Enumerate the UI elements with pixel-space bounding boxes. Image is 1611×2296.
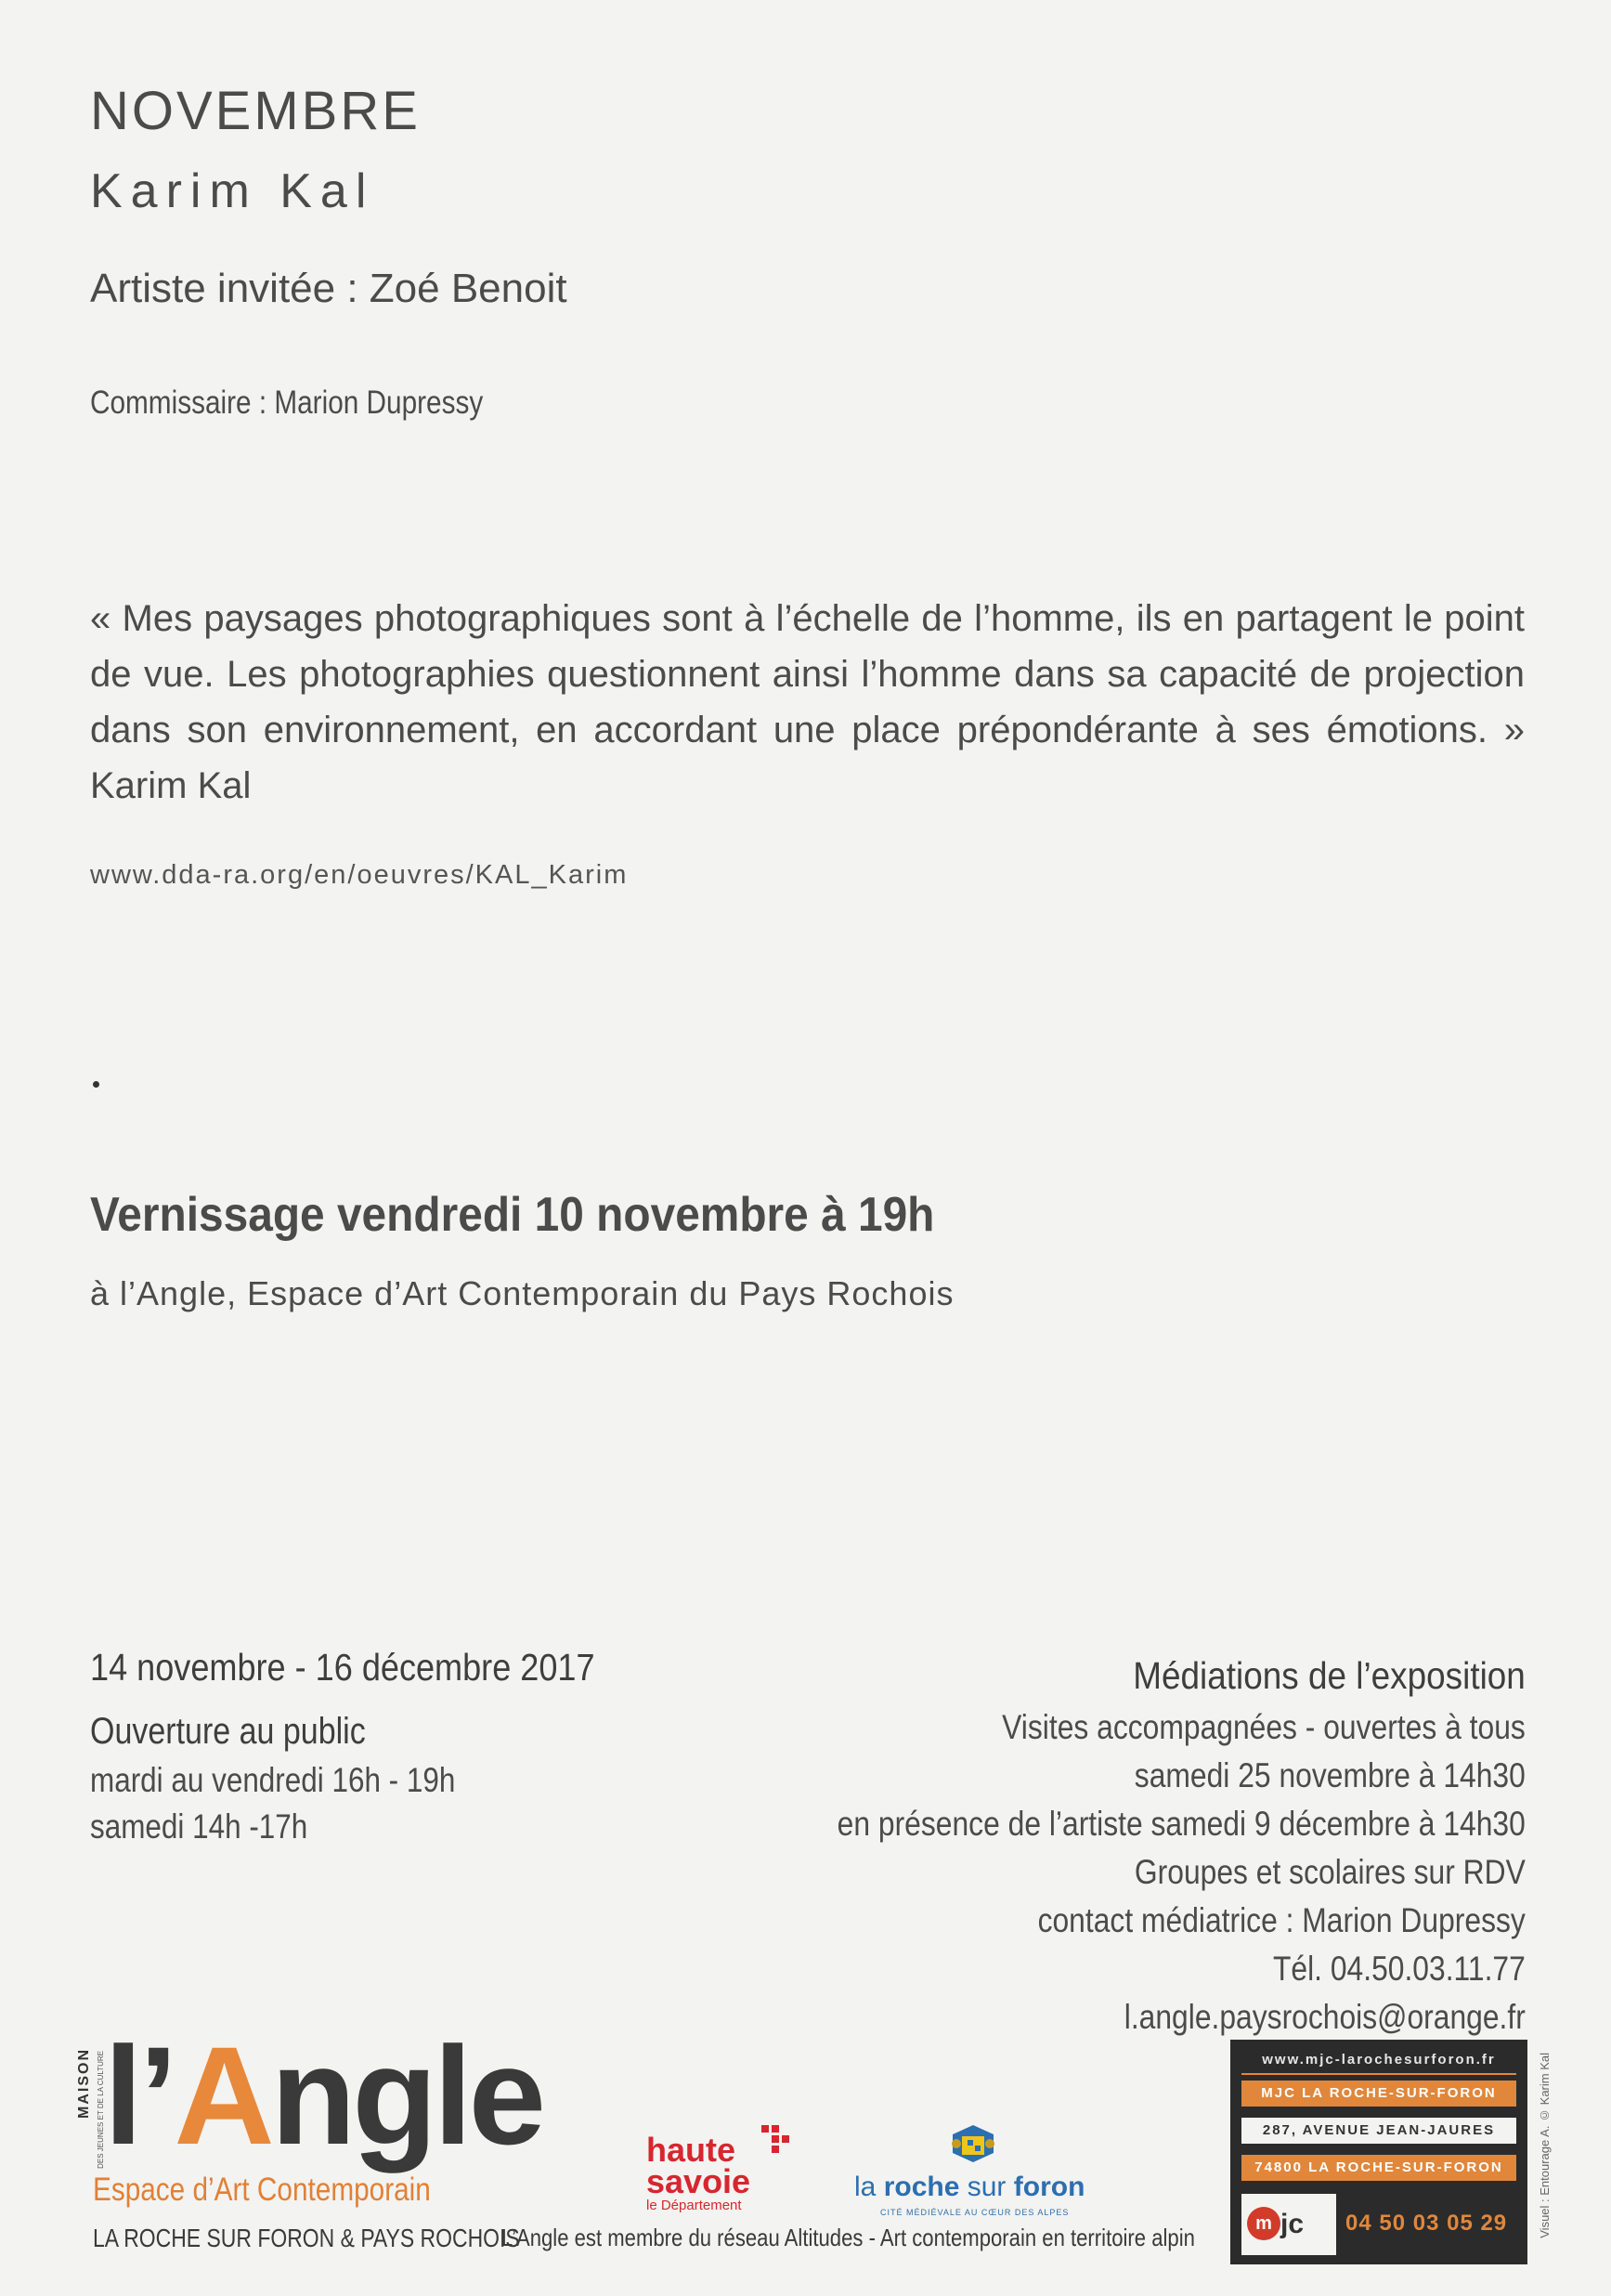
mjc-footer: [1241, 2194, 1516, 2255]
exhibition-month: NOVEMBRE: [90, 81, 421, 141]
weekday-hours: mardi au vendredi 16h - 19h: [90, 1761, 456, 1799]
mjc-phone: 04 50 03 05 29: [1345, 2211, 1508, 2236]
opening-hours: [90, 1705, 455, 1850]
maison-sublabel: DES JEUNES ET DE LA CULTURE: [97, 2051, 105, 2169]
mediations-title: Médiations de l’exposition: [1133, 1654, 1526, 1697]
angle-logo: l’Angle: [104, 2017, 543, 2173]
network-statement: L’Angle est membre du réseau Altitudes - Art contemporain en territoire alpin: [501, 2224, 1195, 2251]
mediation-phone: Tél. 04.50.03.11.77: [1273, 1950, 1526, 1988]
mjc-logo: [1241, 2194, 1336, 2255]
mediation-email[interactable]: l.angle.paysrochois@orange.fr: [1124, 1998, 1526, 2036]
opening-title: Ouverture au public: [90, 1711, 366, 1752]
roche-logo-text: la roche sur foron: [854, 2172, 1085, 2202]
angle-subtitle: Espace d’Art Contemporain: [93, 2172, 431, 2208]
exhibition-dates: 14 novembre - 16 décembre 2017: [90, 1646, 595, 1689]
mediation-line: Visites accompagnées - ouvertes à tous: [1002, 1708, 1526, 1746]
mediation-line: samedi 25 novembre à 14h30: [1134, 1756, 1526, 1794]
vernissage-title: Vernissage vendredi 10 novembre à 19h: [90, 1188, 935, 1242]
mjc-name: MJC LA ROCHE-SUR-FORON: [1241, 2081, 1516, 2107]
image-credit: Visuel : Entourage A. © Karim Kal: [1538, 2053, 1552, 2238]
mediations-block: [725, 1648, 1526, 2042]
vernissage-venue: à l’Angle, Espace d’Art Contemporain du Pays Rochois: [90, 1274, 955, 1312]
mediation-line: Groupes et scolaires sur RDV: [1135, 1853, 1526, 1891]
artist-url[interactable]: www.dda-ra.org/en/oeuvres/KAL_Karim: [90, 860, 629, 890]
mediation-line: en présence de l’artiste samedi 9 décembre à 14h30: [837, 1805, 1526, 1843]
artist-name: Karim Kal: [90, 164, 375, 218]
mediation-line: contact médiatrice : Marion Dupressy: [1037, 1901, 1526, 1939]
saturday-hours: samedi 14h -17h: [90, 1807, 308, 1846]
mjc-card: [1230, 2040, 1527, 2264]
artist-quote: « Mes paysages photographiques sont à l’échelle de l’homme, ils en partagent le point de vue. Les photographies questionnent ainsi l’homme dans sa capacité de projection dans son environnement, en accordant une place prépondérante à ses émotions. » Karim Kal: [90, 598, 1525, 806]
angle-location: LA ROCHE SUR FORON & PAYS ROCHOIS: [93, 2224, 520, 2252]
mjc-logo-circle: m: [1247, 2207, 1280, 2240]
mjc-logo-text: jc: [1280, 2209, 1305, 2239]
haute-savoie-logo: haute savoie le Département: [646, 2131, 751, 2213]
haute-savoie-cross-icon: [761, 2125, 789, 2159]
mjc-city: 74800 LA ROCHE-SUR-FORON: [1241, 2155, 1516, 2181]
maison-label: MAISON: [76, 2048, 92, 2119]
roche-emblem-icon: [947, 2121, 999, 2166]
guest-artist: Artiste invitée : Zoé Benoit: [90, 266, 567, 311]
mjc-address: 287, AVENUE JEAN-JAURES: [1241, 2118, 1516, 2144]
curator: Commissaire : Marion Dupressy: [90, 385, 484, 421]
mjc-website[interactable]: www.mjc-larochesurforon.fr: [1241, 2047, 1516, 2075]
print-dot: [93, 1081, 99, 1088]
roche-logo-subtitle: CITÉ MÉDIÉVALE AU CŒUR DES ALPES: [880, 2208, 1070, 2217]
